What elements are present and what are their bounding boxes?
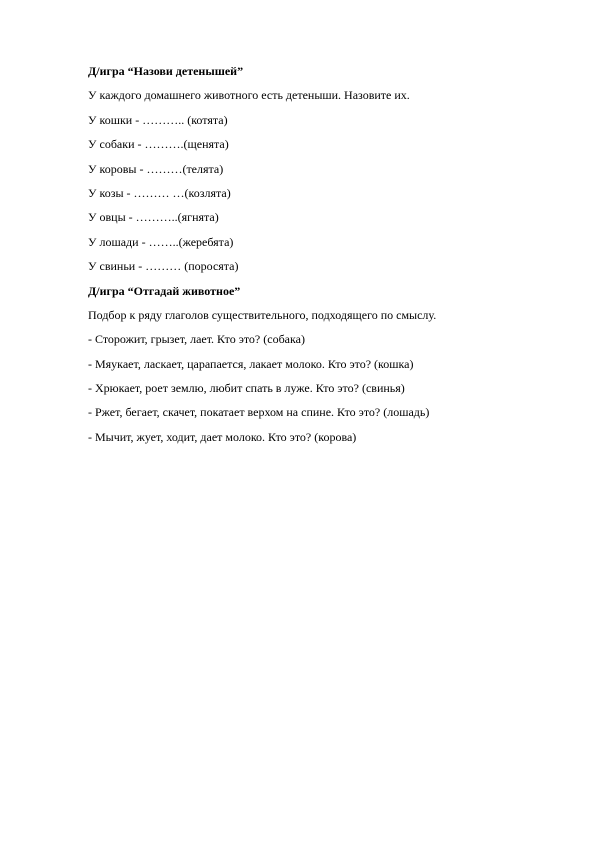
section1-item: У козы - ……… …(козлята) xyxy=(88,185,231,200)
section2-item: - Хрюкает, роет землю, любит спать в луже. Кто это? (свинья) xyxy=(88,381,405,396)
section1-item: У овцы - ………..(ягнята) xyxy=(88,210,219,225)
section2-item: - Мычит, жует, ходит, дает молоко. Кто это? (корова) xyxy=(88,429,357,444)
section2-heading: Д/игра “Отгадай животное” xyxy=(88,283,241,298)
section1-intro: У каждого домашнего животного есть детеныши. Назовите их. xyxy=(88,88,410,103)
section1-item: У кошки - ……….. (котята) xyxy=(88,112,228,127)
section2-intro: Подбор к ряду глаголов существительного, подходящего по смыслу. xyxy=(88,307,437,322)
section1-heading: Д/игра “Назови детенышей” xyxy=(88,64,244,78)
section2-item: - Ржет, бегает, скачет, покатает верхом на спине. Кто это? (лошадь) xyxy=(88,405,430,420)
section1-item: У лошади - ……..(жеребята) xyxy=(88,234,234,249)
document-content xyxy=(88,59,568,449)
section2-item: - Сторожит, грызет, лает. Кто это? (собака) xyxy=(88,332,305,347)
section1-item: У свиньи - ……… (поросята) xyxy=(88,259,239,274)
section1-item: У собаки - ……….(щенята) xyxy=(88,137,229,152)
section2-item: - Мяукает, ласкает, царапается, лакает молоко. Кто это? (кошка) xyxy=(88,356,414,371)
section1-item: У коровы - ………(телята) xyxy=(88,161,224,176)
